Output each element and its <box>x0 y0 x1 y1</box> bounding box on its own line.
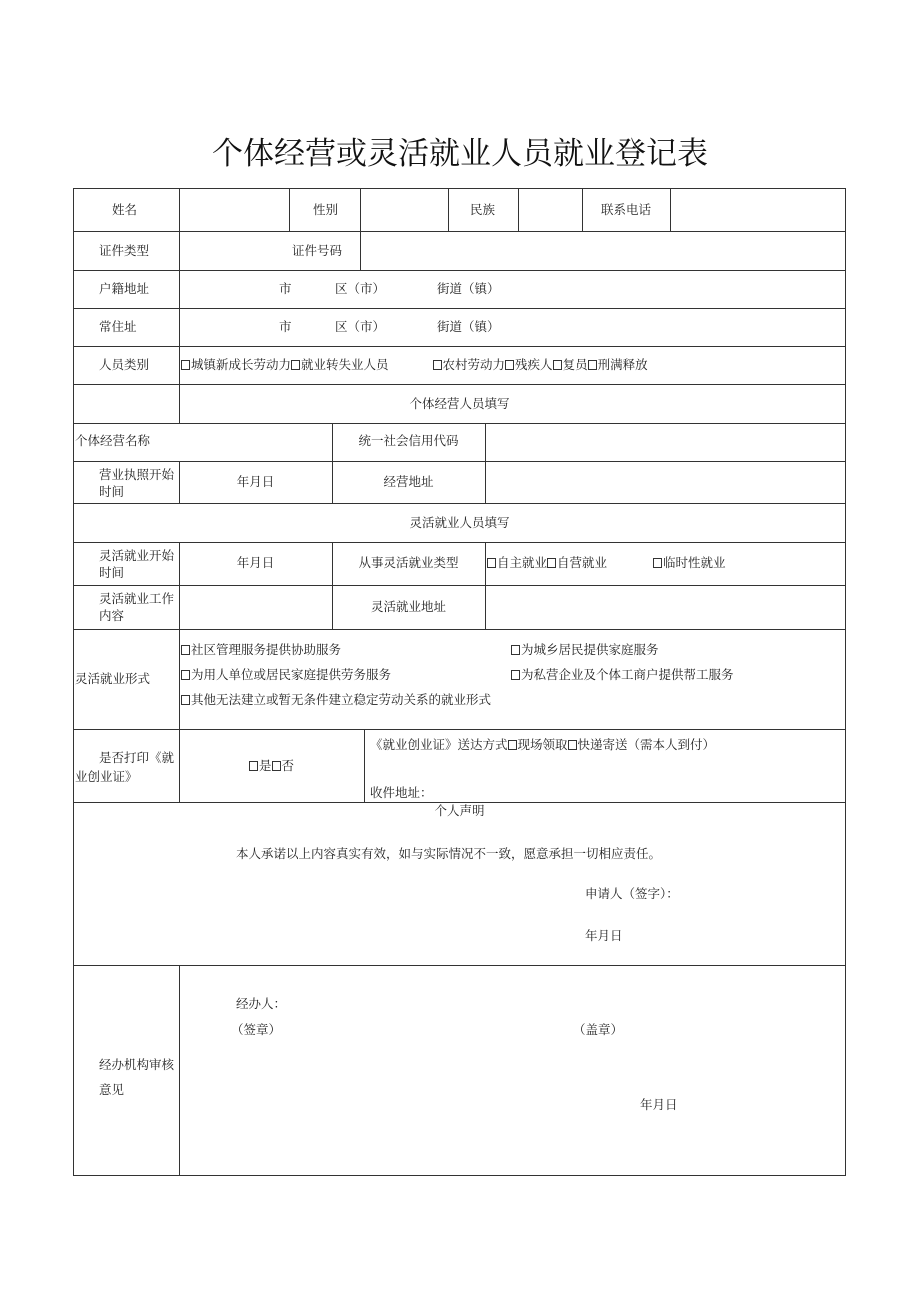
delivery-address-label: 收件地址： <box>370 785 433 800</box>
option-label: 复员 <box>562 357 588 372</box>
label-line: 内容 <box>99 608 125 623</box>
person-category-label: 人员类别 <box>99 357 150 372</box>
col-divider <box>485 542 486 629</box>
row-divider <box>74 231 845 232</box>
license-date: 年月日 <box>236 474 275 489</box>
option-label: 城镇新成长劳动力 <box>191 357 292 372</box>
household-address-label: 户籍地址 <box>99 281 150 296</box>
row-divider <box>74 629 845 630</box>
label-line: 是否打印《就 <box>99 750 175 765</box>
declaration-title: 个人声明 <box>434 803 485 818</box>
flex-form-option <box>181 642 341 658</box>
label-line: 意见 <box>99 1082 125 1097</box>
checkbox[interactable] <box>181 670 190 680</box>
address-city: 市 <box>279 319 292 334</box>
delivery-prefix: 《就业创业证》送达方式 <box>370 737 508 752</box>
col-divider <box>582 189 583 231</box>
col-divider <box>448 189 449 231</box>
checkbox[interactable] <box>505 360 514 370</box>
checkbox[interactable] <box>181 695 190 705</box>
name-label: 姓名 <box>112 202 138 217</box>
row-divider <box>74 503 845 504</box>
id-type-label: 证件类型 <box>99 243 150 258</box>
option-label: 否 <box>281 758 295 773</box>
option-label: 就业转失业人员 <box>301 357 389 372</box>
label-line: 灵活就业开始 <box>99 548 175 563</box>
option-label: 残疾人 <box>515 357 553 372</box>
flex-form-option <box>511 667 734 683</box>
checkbox[interactable] <box>588 360 597 370</box>
row-divider <box>74 346 845 347</box>
flex-form-label: 灵活就业形式 <box>75 671 151 686</box>
category-options <box>181 357 648 373</box>
label-line: 灵活就业工作 <box>99 591 175 606</box>
option-label: 其他无法建立或暂无条件建立稳定劳动关系的就业形式 <box>191 692 492 707</box>
declaration-text: 本人承诺以上内容真实有效，如与实际情况不一致，愿意承担一切相应责任。 <box>236 846 662 861</box>
row-divider <box>74 965 845 966</box>
option-label: 是 <box>258 758 272 773</box>
review-label <box>99 1052 174 1102</box>
option-label: 自主就业 <box>497 555 548 570</box>
checkbox[interactable] <box>181 360 190 370</box>
address-district: 区（市） <box>335 319 386 334</box>
option-label: 现场领取 <box>517 737 568 752</box>
option-label: 刑满释放 <box>597 357 648 372</box>
form-title: 个体经营或灵活就业人员就业登记表 <box>212 136 708 172</box>
option-label: 为城乡居民提供家庭服务 <box>521 642 659 657</box>
col-divider <box>179 629 180 802</box>
residence-label: 常住址 <box>99 319 137 334</box>
flex-type-label: 从事灵活就业类型 <box>358 555 459 570</box>
self-employed-section-title: 个体经营人员填写 <box>409 396 510 411</box>
row-divider <box>74 423 845 424</box>
flex-start-date: 年月日 <box>236 555 275 570</box>
license-start-label <box>99 466 174 500</box>
col-divider <box>179 965 180 1175</box>
col-divider <box>360 189 361 270</box>
row-divider <box>74 384 845 385</box>
checkbox[interactable] <box>181 645 190 655</box>
checkbox[interactable] <box>568 740 577 750</box>
label-line: 经办机构审核 <box>99 1057 175 1072</box>
row-divider <box>74 270 845 271</box>
option-label: 为用人单位或居民家庭提供劳务服务 <box>191 667 392 682</box>
checkbox[interactable] <box>511 645 520 655</box>
option-label: 自营就业 <box>557 555 608 570</box>
checkbox[interactable] <box>272 761 281 771</box>
business-name-label: 个体经营名称 <box>75 433 151 448</box>
flexible-section-title: 灵活就业人员填写 <box>409 515 510 530</box>
row-divider <box>74 729 845 730</box>
col-divider <box>179 189 180 423</box>
checkbox[interactable] <box>433 360 442 370</box>
checkbox[interactable] <box>653 558 662 568</box>
flex-form-option <box>181 692 491 708</box>
checkbox[interactable] <box>291 360 300 370</box>
checkbox[interactable] <box>249 761 258 771</box>
handler-label: 经办人： <box>236 996 287 1011</box>
col-divider <box>518 189 519 231</box>
col-divider <box>289 189 290 231</box>
address-street: 街道（镇） <box>437 281 500 296</box>
flex-address-label: 灵活就业地址 <box>370 599 446 614</box>
checkbox[interactable] <box>547 558 556 568</box>
option-label: 为私营企业及个体工商户提供帮工服务 <box>521 667 734 682</box>
gender-label: 性别 <box>313 202 339 217</box>
row-divider <box>74 461 845 462</box>
seal-label: （盖章） <box>573 1022 624 1037</box>
review-date: 年月日 <box>640 1097 678 1112</box>
option-label: 农村劳动力 <box>442 357 506 372</box>
col-divider <box>670 189 671 231</box>
flex-work-label <box>99 590 174 624</box>
col-divider <box>485 423 486 503</box>
checkbox[interactable] <box>553 360 562 370</box>
ethnicity-label: 民族 <box>470 202 496 217</box>
flex-start-label <box>99 547 174 581</box>
registration-form <box>73 188 846 1176</box>
credit-code-label: 统一社会信用代码 <box>358 433 459 448</box>
option-label: 临时性就业 <box>663 555 726 570</box>
address-district: 区（市） <box>335 281 386 296</box>
option-label: 社区管理服务提供协助服务 <box>191 642 342 657</box>
row-divider <box>74 308 845 309</box>
address-city: 市 <box>279 281 292 296</box>
applicant-signature-label: 申请人（签字）： <box>585 886 679 901</box>
business-address-label: 经营地址 <box>383 474 434 489</box>
flex-type-options <box>487 555 726 571</box>
checkbox[interactable] <box>508 740 517 750</box>
flex-form-option <box>511 642 659 658</box>
row-divider <box>74 585 845 586</box>
label-line: 时间 <box>99 565 125 580</box>
phone-label: 联系电话 <box>601 202 652 217</box>
flex-form-option <box>181 667 391 683</box>
col-divider <box>364 729 365 802</box>
label-line: 业创业证》 <box>75 769 138 784</box>
checkbox[interactable] <box>511 670 520 680</box>
option-label: 快递寄送（需本人到付） <box>577 737 716 752</box>
label-line: 营业执照开始 <box>99 467 175 482</box>
id-number-label: 证件号码 <box>292 243 343 258</box>
row-divider <box>74 542 845 543</box>
label-line: 时间 <box>99 484 125 499</box>
print-certificate-label <box>75 748 174 786</box>
address-street: 街道（镇） <box>437 319 500 334</box>
delivery-method <box>370 737 715 753</box>
checkbox[interactable] <box>487 558 496 568</box>
print-options <box>179 758 364 774</box>
handler-sign-label: （签章） <box>231 1022 282 1037</box>
declaration-date: 年月日 <box>585 928 623 943</box>
